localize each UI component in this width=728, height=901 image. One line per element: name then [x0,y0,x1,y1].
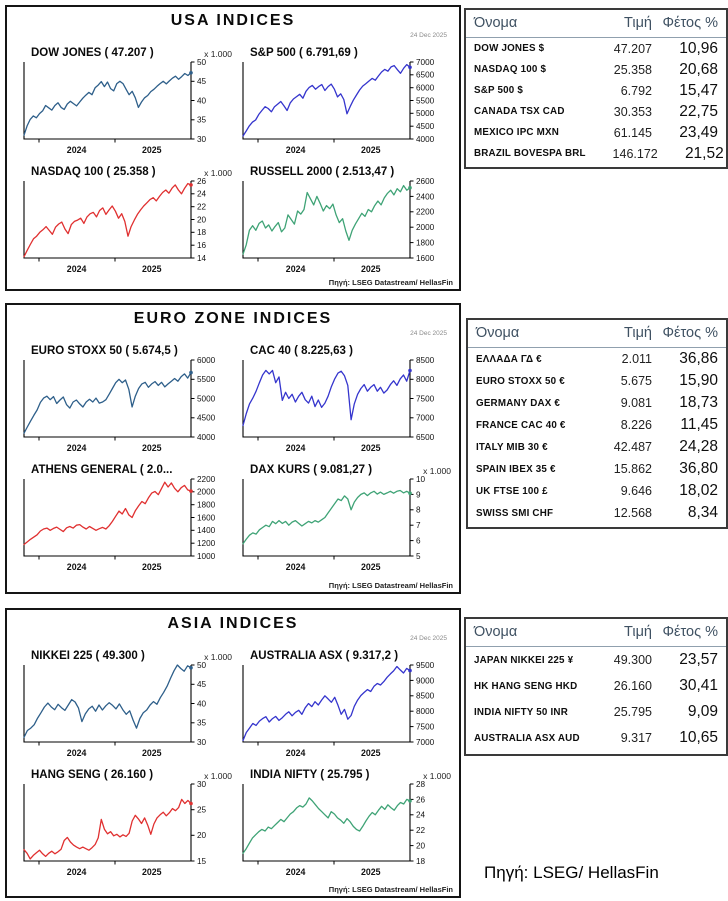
chart-title: RUSSELL 2000 ( 2.513,47 ) [250,166,395,178]
index-value: 6.792 [620,83,652,98]
table-row [468,458,726,480]
chart-cac-40 [236,342,455,457]
svg-text:30: 30 [197,134,207,144]
svg-text:6500: 6500 [416,432,435,442]
svg-text:1600: 1600 [416,253,435,263]
index-value: 5.675 [620,374,652,388]
table-row [466,143,726,164]
panel-usa-indices [5,5,461,291]
svg-text:18: 18 [197,228,207,238]
svg-text:2024: 2024 [66,748,87,758]
svg-text:4500: 4500 [416,122,435,132]
col-header-name: Όνομα [474,624,518,640]
col-header-ytd: Φέτος % [662,325,718,341]
index-ytd: 18,02 [679,482,718,499]
chart-plot [236,781,454,881]
svg-text:8: 8 [416,505,421,515]
svg-text:6000: 6000 [416,83,435,93]
chart-plot [17,476,235,576]
panel-asia-indices [5,608,461,898]
svg-text:4000: 4000 [197,432,216,442]
chart-title: INDIA NIFTY ( 25.795 ) [250,769,370,781]
table-row [468,370,726,392]
svg-text:1600: 1600 [197,513,216,523]
unit-label: x 1.000 [204,168,232,178]
table-row [466,673,726,699]
svg-text:14: 14 [197,253,207,263]
svg-text:26: 26 [416,795,426,805]
svg-text:50: 50 [197,662,207,670]
svg-text:2000: 2000 [197,487,216,497]
col-header-value: Τιμή [624,15,652,31]
table-row [468,480,726,502]
svg-text:2400: 2400 [416,192,435,202]
svg-text:30: 30 [197,781,207,789]
svg-text:2025: 2025 [361,562,381,572]
svg-text:35: 35 [197,718,207,728]
chart-athens-general [17,461,236,576]
table-row [466,699,726,725]
index-name: S&P 500 $ [474,85,524,96]
panel-source-note: Πηγή: LSEG Datastream/ HellasFin [328,278,453,287]
svg-text:28: 28 [416,781,426,789]
unit-label: x 1.000 [423,466,451,476]
chart-title: EURO STOXX 50 ( 5.674,5 ) [31,345,178,357]
chart-title: HANG SENG ( 26.160 ) [31,769,154,781]
index-name: GERMANY DAX € [476,397,561,409]
table-row [466,647,726,673]
table-row [466,59,726,80]
svg-text:26: 26 [197,178,207,186]
svg-text:2024: 2024 [285,867,306,877]
chart-plot [17,662,235,762]
svg-text:2024: 2024 [285,443,306,453]
table-row [468,348,726,370]
table-row [468,392,726,414]
index-value: 49.300 [613,653,652,667]
svg-text:45: 45 [197,77,207,87]
index-name: DOW JONES $ [474,43,545,54]
chart-title: ATHENS GENERAL ( 2.0... [31,464,173,476]
svg-text:8000: 8000 [416,707,435,717]
svg-text:5: 5 [416,551,421,561]
svg-text:9000: 9000 [416,676,435,686]
col-header-ytd: Φέτος % [662,624,718,640]
index-ytd: 21,52 [684,144,724,162]
svg-text:8000: 8000 [416,375,435,385]
index-ytd: 23,57 [679,651,718,668]
index-value: 25.358 [613,62,652,77]
svg-text:10: 10 [416,476,426,484]
index-ytd: 23,49 [679,123,718,141]
svg-text:2024: 2024 [285,562,306,572]
chart-plot [17,781,235,881]
chart-plot [236,59,454,159]
charts-grid [7,342,459,576]
svg-text:8500: 8500 [416,357,435,365]
svg-text:20: 20 [197,831,207,841]
svg-text:5000: 5000 [197,394,216,404]
chart-title: NASDAQ 100 ( 25.358 ) [31,166,156,178]
index-value: 47.207 [613,41,652,56]
index-ytd: 36,86 [679,350,718,367]
svg-text:15: 15 [197,856,207,866]
index-ytd: 36,80 [679,460,718,477]
svg-text:7000: 7000 [416,413,435,423]
svg-text:2024: 2024 [66,443,87,453]
svg-text:2024: 2024 [285,145,306,155]
index-name: AUSTRALIA ASX AUD [474,732,580,744]
index-ytd: 20,68 [679,60,718,78]
svg-text:1200: 1200 [197,539,216,549]
table-row [466,38,726,59]
svg-text:2025: 2025 [361,443,381,453]
panel-date: 24 Dec 2025 [410,32,447,39]
chart-title: DOW JONES ( 47.207 ) [31,47,154,59]
table-row [468,436,726,458]
index-ytd: 8,34 [687,504,718,521]
chart-nasdaq-100 [17,163,236,278]
table-header [466,619,726,647]
index-value: 25.795 [613,705,652,719]
charts-grid [7,44,459,278]
table-row [468,414,726,436]
svg-text:7000: 7000 [416,737,435,747]
unit-label: x 1.000 [423,771,451,781]
panel-euro-zone-indices [5,303,461,594]
chart-hang-seng [17,766,236,881]
svg-text:2600: 2600 [416,178,435,186]
index-ytd: 15,47 [679,81,718,99]
index-name: ITALY MIB 30 € [476,441,548,453]
unit-label: x 1.000 [204,49,232,59]
index-name: JAPAN NIKKEI 225 ¥ [474,654,574,666]
asia-indices-table [464,617,728,756]
svg-text:2024: 2024 [285,748,306,758]
index-value: 9.646 [620,484,652,498]
index-name: UK FTSE 100 £ [476,485,548,497]
euro-zone-indices-table [466,318,728,529]
chart-plot [236,662,454,762]
index-ytd: 15,90 [679,372,718,389]
svg-text:4500: 4500 [197,413,216,423]
index-ytd: 22,75 [679,102,718,120]
svg-text:24: 24 [197,189,207,199]
chart-nikkei-225 [17,647,236,762]
chart-australia-asx [236,647,455,762]
svg-text:2024: 2024 [66,145,87,155]
panel-source-note: Πηγή: LSEG Datastream/ HellasFin [328,885,453,894]
index-ytd: 11,45 [680,416,718,433]
svg-text:2025: 2025 [361,748,381,758]
chart-russell-2000 [236,163,455,278]
table-row [466,122,726,143]
chart-sp500 [236,44,455,159]
svg-text:2025: 2025 [142,562,162,572]
svg-text:2000: 2000 [416,223,435,233]
svg-text:2200: 2200 [416,207,435,217]
svg-text:20: 20 [197,215,207,225]
chart-plot [236,357,454,457]
table-row [468,502,726,524]
svg-text:5500: 5500 [197,375,216,385]
index-ytd: 24,28 [679,438,718,455]
panel-title: ASIA INDICES [167,615,299,632]
svg-text:45: 45 [197,680,207,690]
svg-text:2200: 2200 [197,476,216,484]
svg-text:2025: 2025 [361,264,381,274]
svg-text:1800: 1800 [416,238,435,248]
chart-dax-kurs [236,461,455,576]
index-name: MEXICO IPC MXN [474,127,559,138]
svg-text:4000: 4000 [416,134,435,144]
svg-text:7000: 7000 [416,59,435,67]
index-name: EURO STOXX 50 € [476,375,565,387]
table-row [466,725,726,751]
panel-title: EURO ZONE INDICES [133,310,333,327]
index-name: FRANCE CAC 40 € [476,419,566,431]
svg-text:6500: 6500 [416,70,435,80]
svg-text:2025: 2025 [361,867,381,877]
svg-text:40: 40 [197,699,207,709]
svg-text:18: 18 [416,856,426,866]
chart-plot [17,59,235,159]
svg-text:25: 25 [197,805,207,815]
svg-text:22: 22 [197,202,207,212]
svg-text:1000: 1000 [197,551,216,561]
table-row [466,80,726,101]
chart-plot [17,178,235,278]
index-ytd: 18,73 [679,394,718,411]
svg-text:2024: 2024 [66,562,87,572]
chart-euro-stoxx-50 [17,342,236,457]
table-header [466,10,726,38]
chart-title: DAX KURS ( 9.081,27 ) [250,464,373,476]
chart-title: CAC 40 ( 8.225,63 ) [250,345,353,357]
chart-plot [236,178,454,278]
svg-text:30: 30 [197,737,207,747]
unit-label: x 1.000 [204,652,232,662]
svg-text:2025: 2025 [142,867,162,877]
svg-text:7500: 7500 [416,394,435,404]
svg-text:2025: 2025 [361,145,381,155]
index-value: 30.353 [613,104,652,119]
index-ytd: 9,09 [687,703,718,720]
svg-text:40: 40 [197,96,207,106]
index-ytd: 10,65 [679,729,718,746]
index-name: SPAIN IBEX 35 € [476,463,556,475]
svg-text:6: 6 [416,536,421,546]
chart-plot [236,476,454,576]
col-header-name: Όνομα [476,325,520,341]
index-name: HK HANG SENG HKD [474,680,578,692]
svg-text:7: 7 [416,521,421,531]
svg-text:2025: 2025 [142,145,162,155]
svg-text:1400: 1400 [197,526,216,536]
svg-text:7500: 7500 [416,722,435,732]
unit-label: x 1.000 [204,771,232,781]
svg-text:9: 9 [416,490,421,500]
index-value: 61.145 [613,125,652,140]
svg-text:16: 16 [197,241,207,251]
svg-text:5000: 5000 [416,109,435,119]
chart-title: S&P 500 ( 6.791,69 ) [250,47,358,59]
col-header-value: Τιμή [624,624,652,640]
panel-date: 24 Dec 2025 [410,330,447,337]
table-row [466,101,726,122]
index-value: 42.487 [613,440,652,454]
chart-plot [17,357,235,457]
table-header [468,320,726,348]
charts-grid [7,647,459,881]
col-header-ytd: Φέτος % [662,15,718,31]
svg-text:1800: 1800 [197,500,216,510]
panel-title: USA INDICES [170,12,296,29]
index-value: 2.011 [621,352,652,366]
svg-text:2025: 2025 [142,443,162,453]
col-header-name: Όνομα [474,15,518,31]
col-header-value: Τιμή [624,325,652,341]
svg-text:2025: 2025 [142,748,162,758]
chart-india-nifty [236,766,455,881]
panel-source-note: Πηγή: LSEG Datastream/ HellasFin [328,581,453,590]
svg-text:24: 24 [416,810,426,820]
index-value: 146.172 [612,146,658,161]
index-value: 8.226 [620,418,652,432]
svg-text:35: 35 [197,115,207,125]
index-name: SWISS SMI CHF [476,507,554,519]
svg-text:22: 22 [416,826,426,836]
index-value: 15.862 [613,462,652,476]
index-name: CANADA TSX CAD [474,106,565,117]
index-ytd: 30,41 [679,677,718,694]
chart-dow-jones [17,44,236,159]
index-name: BRAZIL BOVESPA BRL [474,148,586,159]
index-name: ΕΛΛΑΔΑ ΓΔ € [476,353,542,365]
svg-text:5500: 5500 [416,96,435,106]
svg-text:2024: 2024 [66,264,87,274]
index-name: INDIA NIFTY 50 INR [474,706,568,718]
footer-source: Πηγή: LSEG/ HellasFin [484,863,659,882]
index-name: NASDAQ 100 $ [474,64,547,75]
index-value: 26.160 [613,679,652,693]
index-value: 9.317 [620,731,652,745]
chart-title: AUSTRALIA ASX ( 9.317,2 ) [250,650,399,662]
chart-title: NIKKEI 225 ( 49.300 ) [31,650,145,662]
index-ytd: 10,96 [679,39,718,57]
svg-text:20: 20 [416,841,426,851]
svg-text:2024: 2024 [66,867,87,877]
svg-text:2025: 2025 [142,264,162,274]
svg-text:8500: 8500 [416,691,435,701]
index-value: 12.568 [613,506,652,520]
usa-indices-table [464,8,728,169]
svg-text:2024: 2024 [285,264,306,274]
panel-date: 24 Dec 2025 [410,635,447,642]
svg-text:50: 50 [197,59,207,67]
svg-text:9500: 9500 [416,662,435,670]
index-value: 9.081 [620,396,652,410]
svg-text:6000: 6000 [197,357,216,365]
